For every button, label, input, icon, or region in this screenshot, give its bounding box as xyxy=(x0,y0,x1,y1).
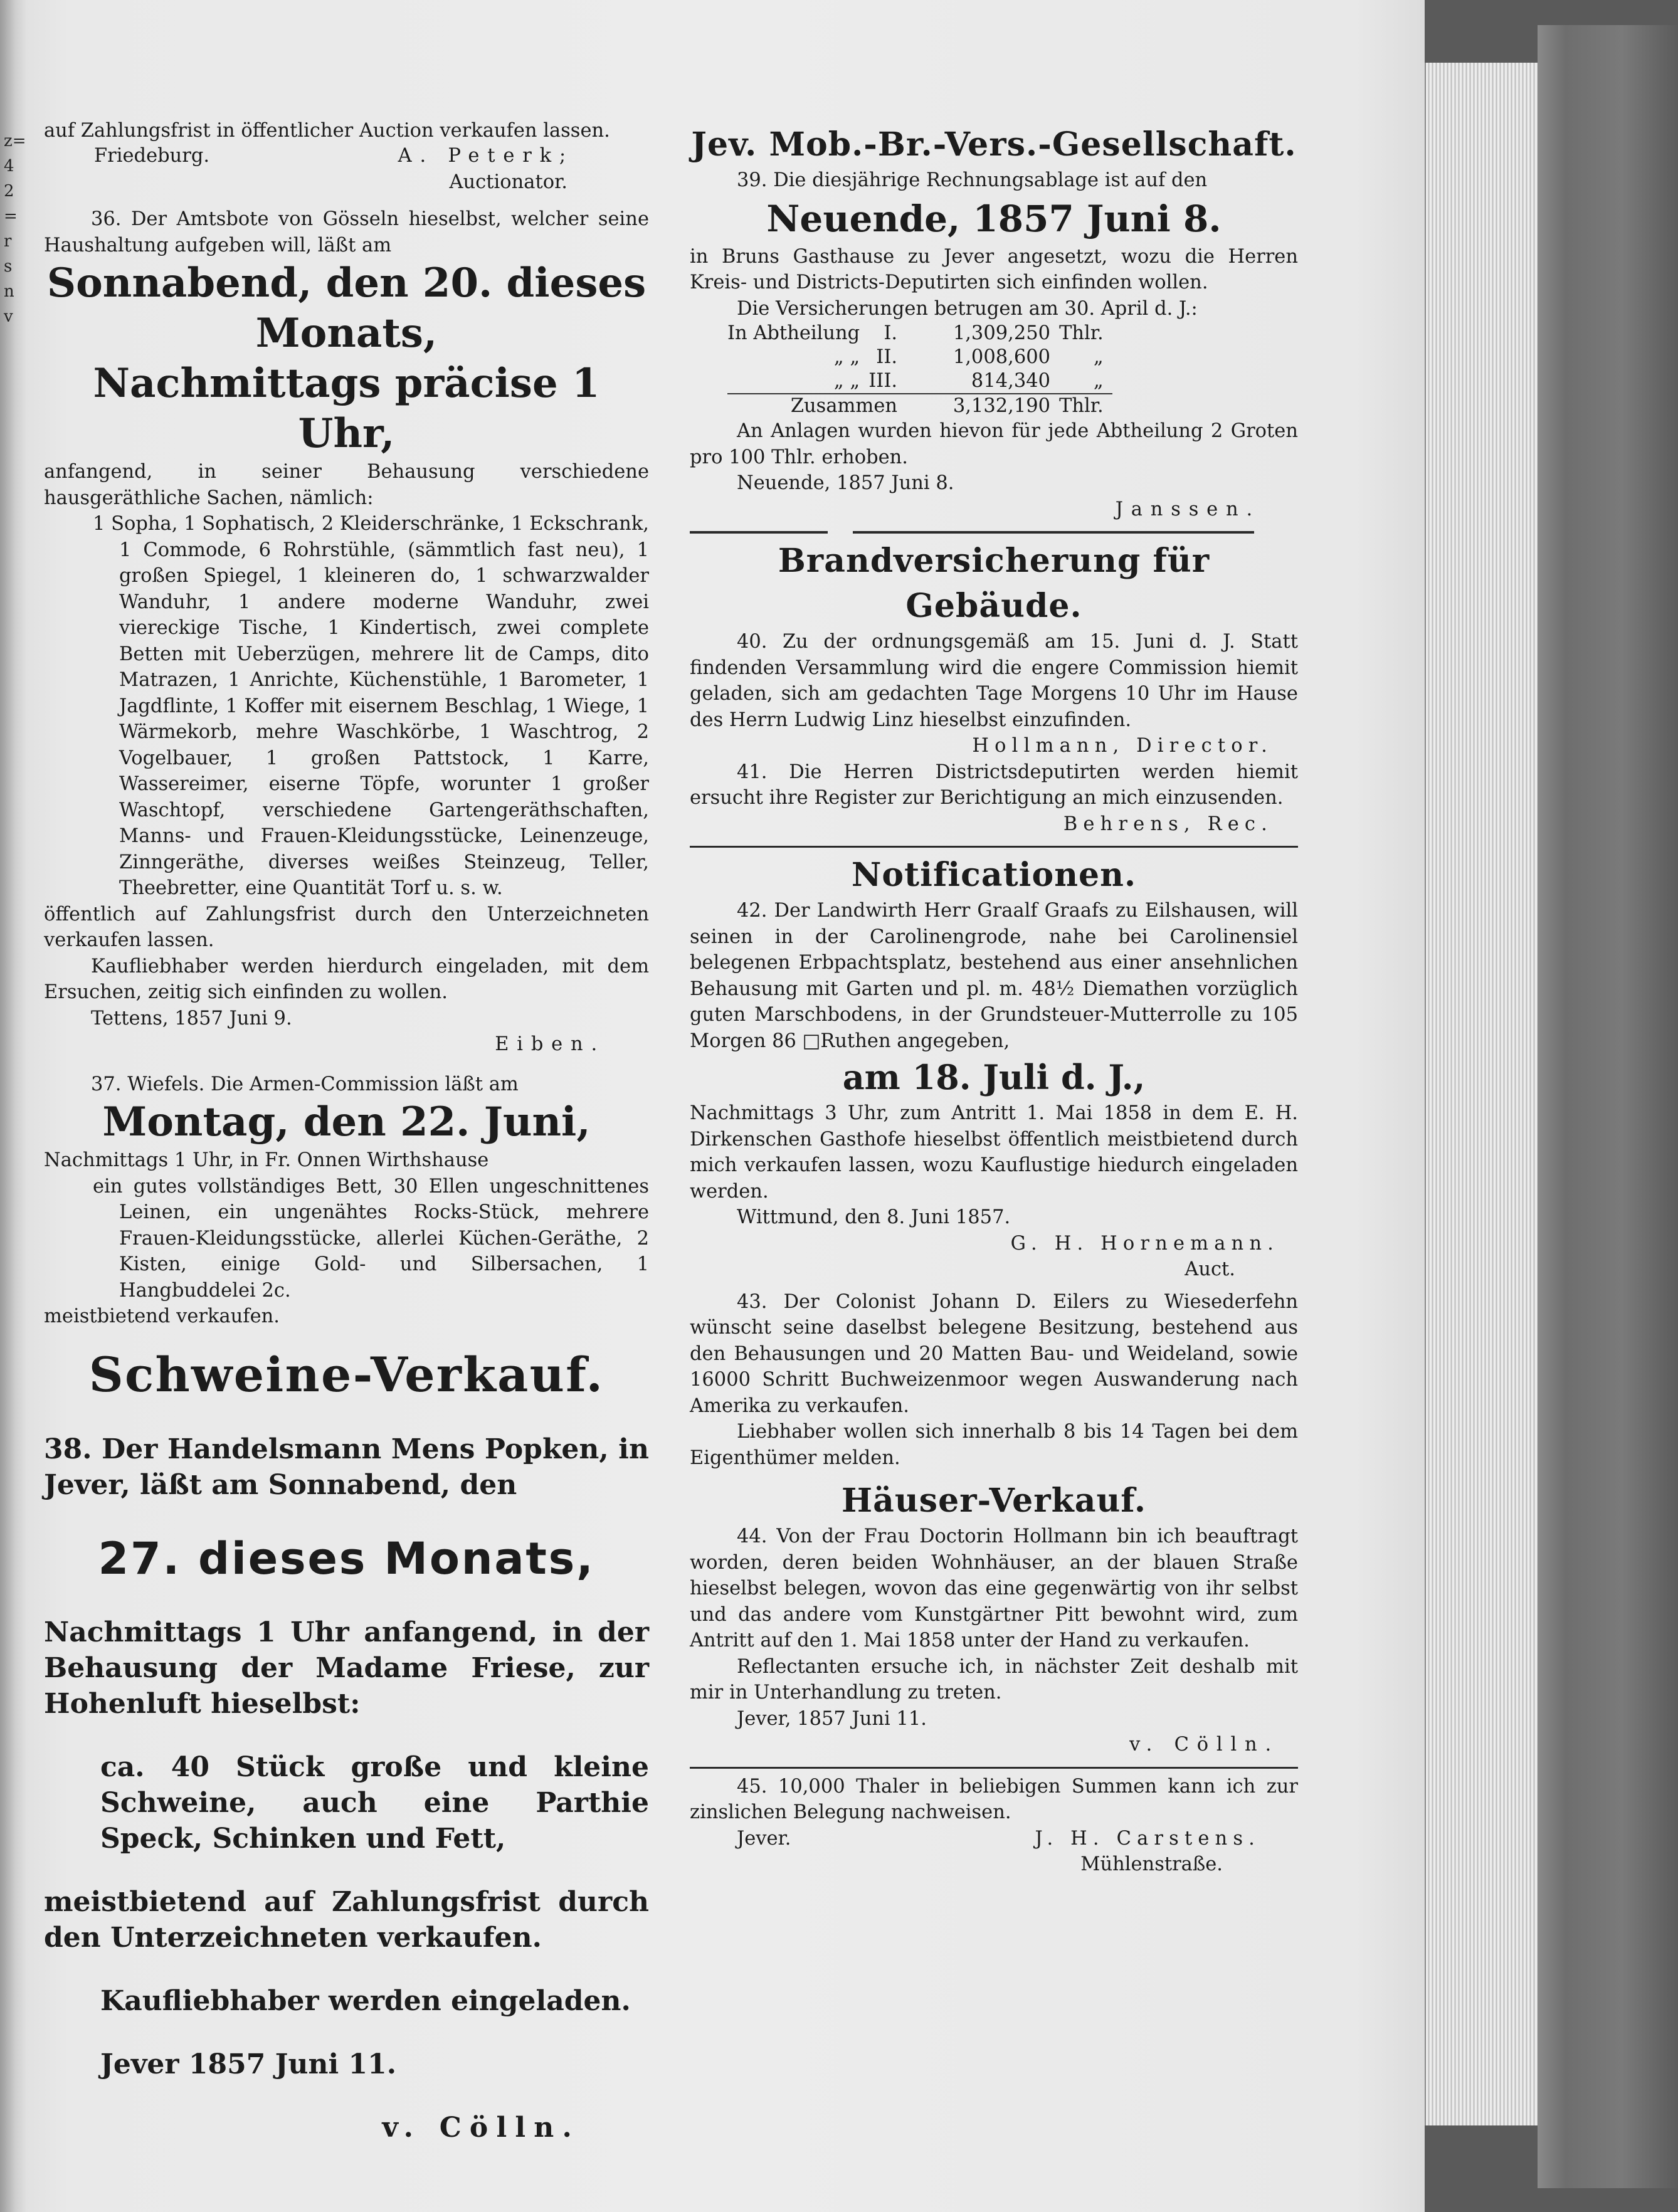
notice-42-date-place: Wittmund, den 8. Juni 1857. xyxy=(737,1206,1011,1228)
notice-38-body: Nachmittags 1 Uhr anfangend, in der Behausung der Madame Friese, zur Hohenluft hieselbst: xyxy=(44,1616,649,1720)
row-amount: 1,309,250 xyxy=(952,322,1051,344)
notice-36-signature: Eiben. xyxy=(495,1033,605,1055)
notice-41-text: 41. Die Herren Districtsdeputirten werden hiemit ersucht ihre Register zur Berichtigung an mich einzusenden. xyxy=(690,761,1298,809)
notice-36-item-list: 1 Sopha, 1 Sophatisch, 2 Kleiderschränke, 1 Eckschrank, 1 Commode, 6 Rohrstühle, (sämmtlich fast neu), 1 großen Spiegel, 1 kleineren do, 1 schwarzwalder Wanduhr, 1 andere moderne Wanduhr, zwei viereckige Tische, 1 Kindertisch, zwei complete Betten mit Ueberzügen, mehrere lit de Camps, dito Matrazen, 1 Anrichte, Küchenstühle, 1 Barometer, 1 Jagdflinte, 1 Koffer mit eisernem Beschlag, 1 Wiege, 1 Wärmekorb, mehre Waschkörbe, 1 Waschtrog, 2 Vogelbauer, 1 großen Pattstock, 1 Karre, Wassereimer, eiserne Töpfe, worunter 1 großer Waschtopf, verschiedene Gartengeräthschaften, Manns- und Frauen-Kleidungsstücke, Leinenzeuge, Zinngeräthe, diverses weißes Steinzeug, Teller, Theebretter, eine Quantität Torf u. s. w. xyxy=(93,513,649,899)
notice-38-heading: Schweine-Verkauf. xyxy=(88,1346,604,1403)
notice-40-text: 40. Zu der ordnungsgemäß am 15. Juni d. J. Statt findenden Versammlung wird die engere Commission hiemit geladen, sich am gedachten Tage Morgens 10 Uhr im Hause des Herrn Ludwig Linz hieselbst einzufinden. xyxy=(690,631,1298,731)
notice-38-date: 27. dieses Monats, xyxy=(98,1532,595,1584)
place: Friedeburg. xyxy=(94,145,210,167)
notice-38-intro: 38. Der Handelsmann Mens Popken, in Jever, läßt am Sonnabend, den xyxy=(44,1433,649,1501)
notice-44-signature: v. Cölln. xyxy=(1129,1734,1279,1756)
section-divider xyxy=(690,846,1298,848)
notice-40-signature: Hollmann, Director. xyxy=(972,735,1273,757)
notice-42-title: Auct. xyxy=(1185,1258,1235,1280)
total-label: Zusammen xyxy=(790,395,898,417)
notice-36-intro: 36. Der Amtsbote von Gösseln hieselbst, welcher seine Haushaltung aufgeben will, läßt am xyxy=(44,208,649,256)
notice-41-signature: Behrens, Rec. xyxy=(1063,813,1273,835)
edge-fragment: r xyxy=(4,232,12,251)
notice-37-body: Nachmittags 1 Uhr, in Fr. Onnen Wirthshause xyxy=(44,1149,489,1171)
row-label: In Abtheilung xyxy=(727,322,860,344)
row-unit: „ xyxy=(1093,346,1104,368)
fire-insurance-heading: Brandversicherung für Gebäude. xyxy=(778,542,1210,625)
row-label: „ „ xyxy=(833,346,860,368)
notice-36-invite: Kaufliebhaber werden hierdurch eingeladen, mit dem Ersuchen, zeitig sich einfinden zu wollen. xyxy=(44,955,649,1003)
edge-fragment: = xyxy=(4,207,18,226)
book-page-edges xyxy=(1425,63,1539,2125)
notice-39-intro: 39. Die diesjährige Rechnungsablage ist auf den xyxy=(737,169,1208,191)
row-amount: 814,340 xyxy=(971,370,1051,392)
notice-36-body: anfangend, in seiner Behausung verschiedene hausgeräthliche Sachen, nämlich: xyxy=(44,461,649,509)
row-division: III. xyxy=(868,370,898,392)
table-row xyxy=(727,322,1112,345)
notice-45-signature-line xyxy=(690,1826,1298,1852)
notice-38-invite: Kaufliebhaber werden eingeladen. xyxy=(100,1984,631,2017)
notice-39-date-place: Neuende, 1857 Juni 8. xyxy=(737,472,954,494)
notice-39-date: Neuende, 1857 Juni 8. xyxy=(766,197,1222,240)
notifications-heading: Notificationen. xyxy=(851,856,1137,894)
total-amount: 3,132,190 xyxy=(952,395,1051,417)
notice-44-text: 44. Von der Frau Doctorin Hollmann bin ich beauftragt worden, deren beiden Wohnhäuser, an der blauen Straße hieselbst belegen, wovon das eine gegenwärtig von ihr selbst und das andere vom Kunstgärtner Pitt bewohnt wird, zum Antritt auf den 1. Mai 1858 unter der Hand zu verkaufen. xyxy=(690,1525,1298,1651)
notice-44-invite: Reflectanten ersuche ich, in nächster Zeit deshalb mit mir in Unterhandlung zu treten. xyxy=(690,1655,1298,1704)
notice-37-item-list: ein gutes vollständiges Bett, 30 Ellen ungeschnittenes Leinen, ein ungenähtes Rocks-Stück, mehrere Frauen-Kleidungsstücke, allerlei Küchen-Geräthe, 2 Kisten, einige Gold- und Silbersachen, 1 Hangbuddelei 2c. xyxy=(93,1175,649,1302)
houses-heading: Häuser-Verkauf. xyxy=(842,1482,1146,1520)
signer-street: Mühlenstraße. xyxy=(1080,1853,1223,1875)
notice-36-date-place: Tettens, 1857 Juni 9. xyxy=(91,1007,292,1030)
divider-segment xyxy=(853,531,1254,534)
notice-45-text: 45. 10,000 Thaler in beliebigen Summen kann ich zur zinslichen Belegung nachweisen. xyxy=(690,1775,1298,1823)
table-row xyxy=(727,345,1112,369)
table-row xyxy=(727,369,1112,394)
notice-42-text: 42. Der Landwirth Herr Graalf Graafs zu Eilshausen, will seinen in der Carolinengrode, nahe bei Carolinensiel belegenen Erbpachtsplatz, bestehend aus einer ansehnlichen Behausung mit Garten und pl. m. 48½ Diemathen vorzüglich guten Marschbodens, in der Grundsteuer-Mutterrolle zu 105 Morgen 86 □Ruthen angegeben, xyxy=(690,900,1298,1052)
insurance-intro: Die Versicherungen betrugen am 30. April d. J.: xyxy=(737,297,1198,320)
notice-39-levy: An Anlagen wurden hievon für jede Abtheilung 2 Groten pro 100 Thlr. erhoben. xyxy=(690,420,1298,468)
notice-37-end: meistbietend verkaufen. xyxy=(44,1305,280,1327)
notice-38-items: ca. 40 Stück große und kleine Schweine, auch eine Parthie Speck, Schinken und Fett, xyxy=(100,1751,649,1855)
edge-fragment: v xyxy=(4,307,13,326)
row-label: „ „ xyxy=(833,370,860,392)
row-division: II. xyxy=(876,346,898,368)
notice-42-body: Nachmittags 3 Uhr, zum Antritt 1. Mai 1858 in dem E. H. Dirkenschen Gasthofe hieselbst öffentlich meistbietend durch mich verkaufen lassen, wozu Kauflustige hiedurch eingeladen werden. xyxy=(690,1102,1298,1203)
right-column xyxy=(690,122,1298,1878)
insurance-table xyxy=(727,322,1112,418)
edge-fragment: 2 xyxy=(4,182,14,201)
notice-38-sale: meistbietend auf Zahlungsfrist durch den Unterzeichneten verkaufen. xyxy=(44,1885,649,1954)
place: Jever. xyxy=(737,1827,791,1850)
notice-42-date: am 18. Juli d. J., xyxy=(842,1057,1146,1097)
notice-37-intro: 37. Wiefels. Die Armen-Commission läßt am xyxy=(91,1073,519,1095)
row-division: I. xyxy=(884,322,898,344)
society-heading: Jev. Mob.-Br.-Vers.-Gesellschaft. xyxy=(691,125,1297,164)
notice-44-date-place: Jever, 1857 Juni 11. xyxy=(737,1707,927,1730)
previous-page-edge xyxy=(0,0,26,2212)
notice-43-text: 43. Der Colonist Johann D. Eilers zu Wiesederfehn wünscht seine daselbst belegene Besitzung, bestehend aus den Behausungen und 20 Matten Bau- und Weideland, sowie 16000 Schritt Buchweizenmoor wegen Auswanderung nach Amerika zu verkaufen. xyxy=(690,1290,1298,1417)
notice-39-signature: Janssen. xyxy=(1115,498,1260,520)
edge-fragment: n xyxy=(4,282,14,301)
notice-36-date: Sonnabend, den 20. dieses Monats, xyxy=(46,260,646,357)
section-divider xyxy=(690,531,1298,534)
table-total-row xyxy=(727,394,1112,418)
notice-39-body: in Bruns Gasthause zu Jever angesetzt, wozu die Herren Kreis- und Districts-Deputirten sich einfinden wollen. xyxy=(690,245,1298,293)
notice-38-date-place: Jever 1857 Juni 11. xyxy=(100,2048,397,2080)
edge-fragment: s xyxy=(4,257,13,276)
total-unit: Thlr. xyxy=(1059,395,1104,417)
notice-37-date: Montag, den 22. Juni, xyxy=(102,1098,591,1146)
notice-43-invite: Liebhaber wollen sich innerhalb 8 bis 14 Tagen bei dem Eigenthümer melden. xyxy=(690,1421,1298,1469)
signer-title: Auctionator. xyxy=(449,171,567,193)
book-cover xyxy=(1538,25,1678,2188)
signer: J. H. Carstens. xyxy=(1035,1827,1260,1850)
signature-line xyxy=(44,143,649,169)
notice-35-continued: auf Zahlungsfrist in öffentlicher Auction verkaufen lassen. xyxy=(44,120,610,142)
signer: A. Peterk; xyxy=(398,145,574,167)
notice-42-signature: G. H. Hornemann. xyxy=(1010,1232,1279,1255)
left-column xyxy=(44,119,649,2146)
notice-36-sale: öffentlich auf Zahlungsfrist durch den Unterzeichneten verkaufen lassen. xyxy=(44,903,649,951)
section-divider xyxy=(690,1767,1298,1769)
edge-fragment: 4 xyxy=(4,157,14,176)
notice-38-signature: v. Cölln. xyxy=(382,2111,580,2144)
divider-segment xyxy=(690,531,828,534)
row-unit: „ xyxy=(1093,370,1104,392)
row-unit: Thlr. xyxy=(1059,322,1104,344)
edge-fragment: z= xyxy=(4,132,26,150)
row-amount: 1,008,600 xyxy=(952,346,1051,368)
notice-36-time: Nachmittags präcise 1 Uhr, xyxy=(93,360,600,457)
